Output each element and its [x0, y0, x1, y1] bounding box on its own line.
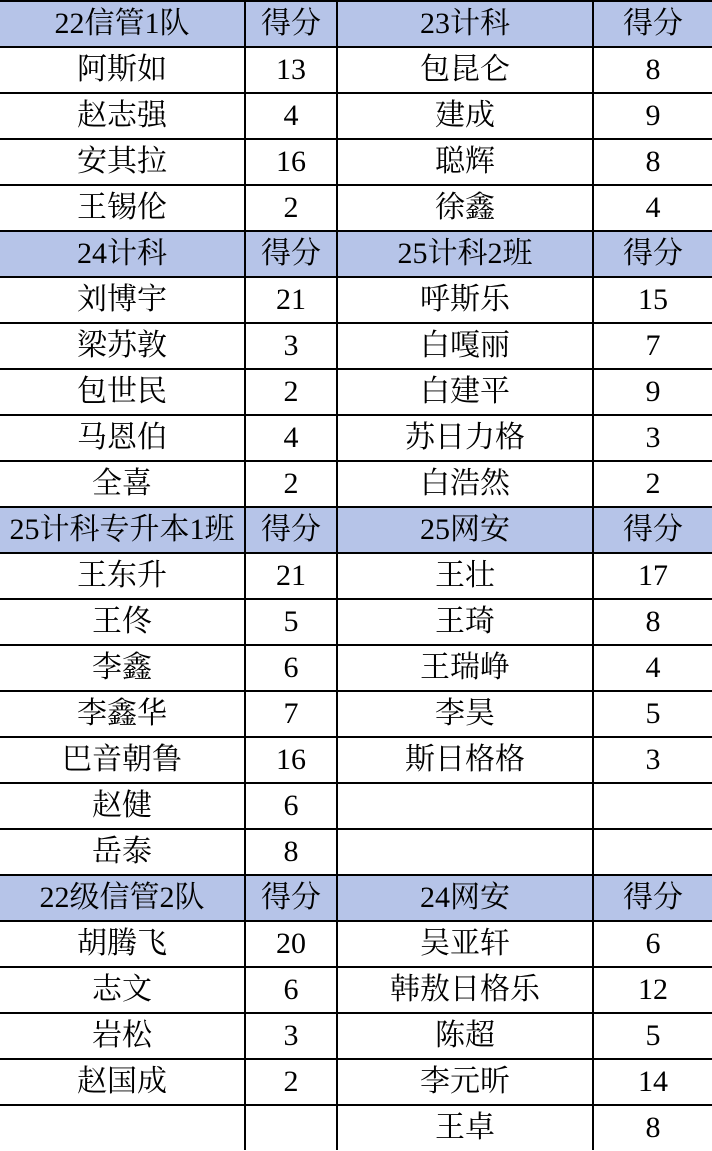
- table-row: [0, 415, 712, 461]
- player-name-cell: [0, 1105, 245, 1150]
- player-name-cell: 斯日格格: [337, 737, 593, 783]
- table-row: [0, 783, 712, 829]
- team-name-header: 22信管1队: [0, 1, 245, 47]
- score-cell: 8: [593, 47, 712, 93]
- table-row: [0, 1105, 712, 1150]
- team-name-header: 24网安: [337, 875, 593, 921]
- player-name-cell: 志文: [0, 967, 245, 1013]
- score-cell: 8: [245, 829, 337, 875]
- score-cell: 14: [593, 1059, 712, 1105]
- player-name-cell: 巴音朝鲁: [0, 737, 245, 783]
- table-row: [0, 737, 712, 783]
- player-name-cell: 白浩然: [337, 461, 593, 507]
- table-row: [0, 599, 712, 645]
- player-name-cell: 王锡伦: [0, 185, 245, 231]
- score-cell: 16: [245, 737, 337, 783]
- score-cell: 2: [593, 461, 712, 507]
- table-row: [0, 93, 712, 139]
- score-cell: [245, 1105, 337, 1150]
- score-cell: 17: [593, 553, 712, 599]
- table-row: [0, 967, 712, 1013]
- player-name-cell: 岳泰: [0, 829, 245, 875]
- score-cell: 4: [593, 645, 712, 691]
- score-cell: 7: [245, 691, 337, 737]
- player-name-cell: 白嘎丽: [337, 323, 593, 369]
- player-name-cell: 白建平: [337, 369, 593, 415]
- table-row: [0, 1013, 712, 1059]
- score-cell: 13: [245, 47, 337, 93]
- score-cell: [593, 829, 712, 875]
- player-name-cell: 李鑫华: [0, 691, 245, 737]
- player-name-cell: 王瑞峥: [337, 645, 593, 691]
- table-row: [0, 645, 712, 691]
- table-row: [0, 185, 712, 231]
- score-cell: 7: [593, 323, 712, 369]
- player-name-cell: 阿斯如: [0, 47, 245, 93]
- score-cell: 9: [593, 93, 712, 139]
- table-row: [0, 323, 712, 369]
- score-cell: 8: [593, 139, 712, 185]
- player-name-cell: 吴亚轩: [337, 921, 593, 967]
- team-name-header: 23计科: [337, 1, 593, 47]
- player-name-cell: 李鑫: [0, 645, 245, 691]
- score-cell: 9: [593, 369, 712, 415]
- table-row: [0, 139, 712, 185]
- score-header-label: 得分: [245, 507, 337, 553]
- player-name-cell: [337, 783, 593, 829]
- score-cell: 5: [593, 691, 712, 737]
- player-name-cell: [337, 829, 593, 875]
- player-name-cell: 聪辉: [337, 139, 593, 185]
- score-header-label: 得分: [593, 1, 712, 47]
- score-cell: 6: [245, 783, 337, 829]
- table-row: [0, 461, 712, 507]
- score-cell: 3: [245, 323, 337, 369]
- table-row: [0, 1059, 712, 1105]
- team-name-header: 25计科专升本1班: [0, 507, 245, 553]
- player-name-cell: 胡腾飞: [0, 921, 245, 967]
- player-name-cell: 王琦: [337, 599, 593, 645]
- score-cell: 4: [245, 415, 337, 461]
- score-header-label: 得分: [593, 231, 712, 277]
- player-name-cell: 赵志强: [0, 93, 245, 139]
- table-row: [0, 277, 712, 323]
- score-cell: 4: [593, 185, 712, 231]
- score-cell: 6: [593, 921, 712, 967]
- score-cell: 8: [593, 599, 712, 645]
- score-cell: 5: [593, 1013, 712, 1059]
- player-name-cell: 韩敖日格乐: [337, 967, 593, 1013]
- score-header-label: 得分: [245, 231, 337, 277]
- team-name-header: 25计科2班: [337, 231, 593, 277]
- table-row: [0, 921, 712, 967]
- score-cell: 8: [593, 1105, 712, 1150]
- player-name-cell: 呼斯乐: [337, 277, 593, 323]
- player-name-cell: 梁苏敦: [0, 323, 245, 369]
- player-name-cell: 包世民: [0, 369, 245, 415]
- score-cell: 4: [245, 93, 337, 139]
- team-name-header: 22级信管2队: [0, 875, 245, 921]
- player-name-cell: 岩松: [0, 1013, 245, 1059]
- score-cell: 12: [593, 967, 712, 1013]
- section-header-row: [0, 231, 712, 277]
- player-name-cell: 苏日力格: [337, 415, 593, 461]
- score-cell: 3: [593, 415, 712, 461]
- player-name-cell: 全喜: [0, 461, 245, 507]
- score-cell: 2: [245, 369, 337, 415]
- player-name-cell: 王东升: [0, 553, 245, 599]
- score-header-label: 得分: [245, 1, 337, 47]
- player-name-cell: 王壮: [337, 553, 593, 599]
- score-header-label: 得分: [245, 875, 337, 921]
- score-cell: 3: [245, 1013, 337, 1059]
- player-name-cell: 赵健: [0, 783, 245, 829]
- section-header-row: [0, 875, 712, 921]
- team-name-header: 24计科: [0, 231, 245, 277]
- player-name-cell: 刘博宇: [0, 277, 245, 323]
- player-name-cell: 徐鑫: [337, 185, 593, 231]
- score-header-label: 得分: [593, 507, 712, 553]
- score-cell: 2: [245, 1059, 337, 1105]
- score-cell: 2: [245, 185, 337, 231]
- score-cell: 3: [593, 737, 712, 783]
- player-name-cell: 王卓: [337, 1105, 593, 1150]
- score-cell: 20: [245, 921, 337, 967]
- player-name-cell: 安其拉: [0, 139, 245, 185]
- score-cell: 15: [593, 277, 712, 323]
- player-name-cell: 马恩伯: [0, 415, 245, 461]
- player-name-cell: 李元昕: [337, 1059, 593, 1105]
- player-name-cell: 李昊: [337, 691, 593, 737]
- table-row: [0, 829, 712, 875]
- player-name-cell: 建成: [337, 93, 593, 139]
- score-cell: 6: [245, 967, 337, 1013]
- score-cell: 2: [245, 461, 337, 507]
- team-name-header: 25网安: [337, 507, 593, 553]
- score-cell: 5: [245, 599, 337, 645]
- table-row: [0, 47, 712, 93]
- score-cell: 21: [245, 553, 337, 599]
- score-cell: 21: [245, 277, 337, 323]
- table-row: [0, 369, 712, 415]
- score-cell: 16: [245, 139, 337, 185]
- score-header-label: 得分: [593, 875, 712, 921]
- player-name-cell: 赵国成: [0, 1059, 245, 1105]
- player-name-cell: 陈超: [337, 1013, 593, 1059]
- score-cell: 6: [245, 645, 337, 691]
- score-cell: [593, 783, 712, 829]
- table-row: [0, 691, 712, 737]
- player-name-cell: 包昆仑: [337, 47, 593, 93]
- table-row: [0, 553, 712, 599]
- score-table-body: [0, 1, 712, 1150]
- section-header-row: [0, 507, 712, 553]
- section-header-row: [0, 1, 712, 47]
- player-name-cell: 王佟: [0, 599, 245, 645]
